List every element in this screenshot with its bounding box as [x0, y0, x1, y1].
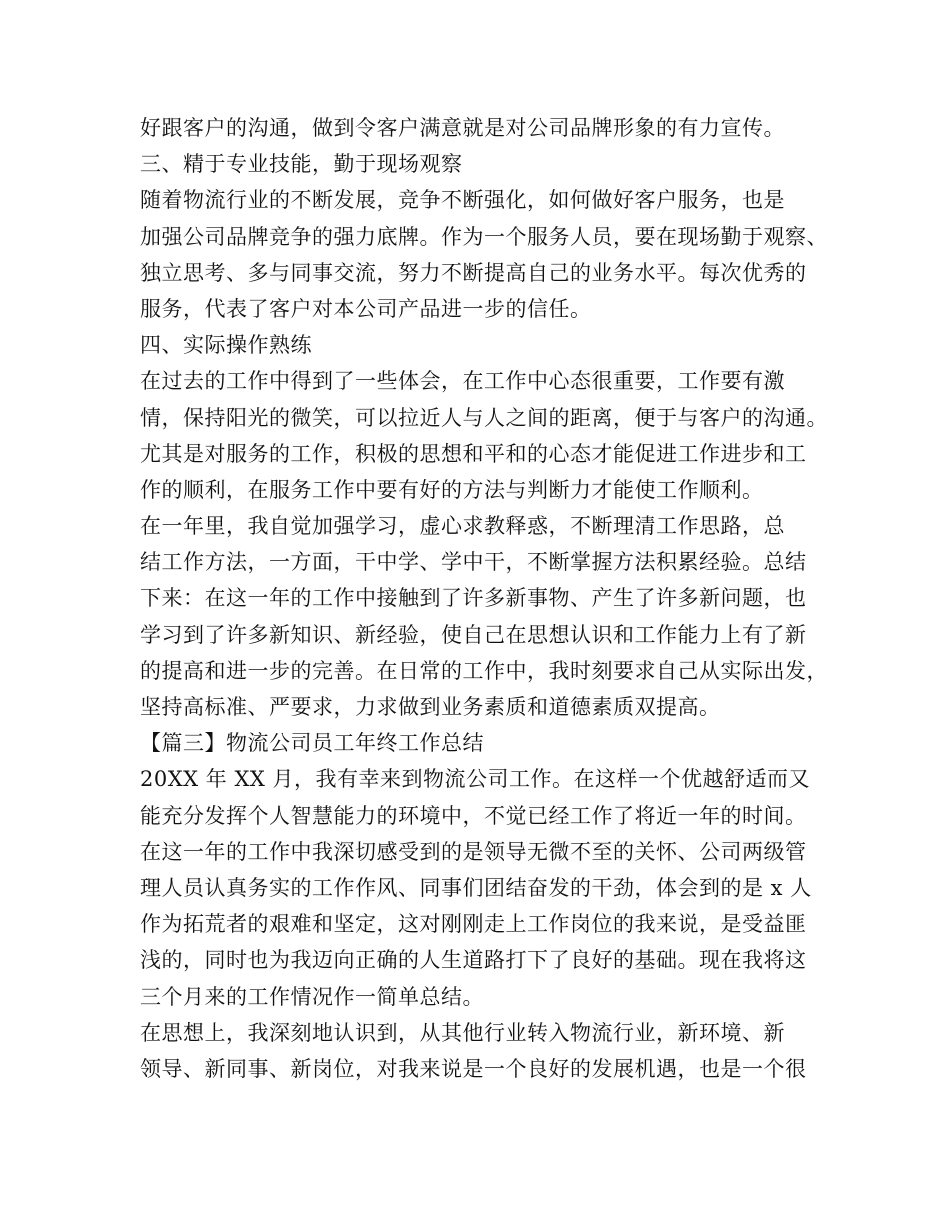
text-line: 能充分发挥个人智慧能力的环境中，不觉已经工作了将近一年的时间。	[140, 803, 807, 828]
text-line: 随着物流行业的不断发展，竞争不断强化，如何做好客户服务，也是	[140, 188, 785, 213]
text-line: 学习到了许多新知识、新经验，使自己在思想认识和工作能力上有了新	[140, 622, 807, 647]
text-line: 作的顺利，在服务工作中要有好的方法与判断力才能使工作顺利。	[140, 477, 764, 502]
text-line: 尤其是对服务的工作，积极的思想和平和的心态才能促进工作进步和工	[140, 441, 807, 466]
text-line: 作为拓荒者的艰难和坚定，这对刚刚走上工作岗位的我来说，是受益匪	[140, 912, 807, 937]
text-line: 20XX 年 XX 月，我有幸来到物流公司工作。在这样一个优越舒适而又	[140, 767, 811, 792]
text-line: 独立思考、多与同事交流，努力不断提高自己的业务水平。每次优秀的	[140, 260, 807, 285]
text-line: 在思想上，我深刻地认识到，从其他行业转入物流行业，新环境、新	[140, 1020, 785, 1045]
document-body	[140, 110, 830, 1087]
text-line: 浅的，同时也为我迈向正确的人生道路打下了良好的基础。现在我将这	[140, 948, 807, 973]
text-line: 坚持高标准、严要求，力求做到业务素质和道德素质双提高。	[140, 695, 721, 719]
text-line: 加强公司品牌竞争的强力底牌。作为一个服务人员，要在现场勤于观察、	[140, 224, 828, 249]
section-heading: 三、精于专业技能，勤于现场观察	[140, 152, 463, 177]
text-line: 在过去的工作中得到了一些体会，在工作中心态很重要，工作要有激	[140, 369, 785, 394]
text-line: 好跟客户的沟通，做到令客户满意就是对公司品牌形象的有力宣传。	[140, 116, 785, 140]
text-line: 下来：在这一年的工作中接触到了许多新事物、产生了许多新问题，也	[140, 586, 807, 611]
text-line: 情，保持阳光的微笑，可以拉近人与人之间的距离，便于与客户的沟通。	[140, 405, 828, 430]
text-line: 在一年里，我自觉加强学习，虚心求教释惑，不断理清工作思路，总	[140, 514, 785, 539]
text-line: 的提高和进一步的完善。在日常的工作中，我时刻要求自己从实际出发，	[140, 658, 828, 683]
article-title: 【篇三】物流公司员工年终工作总结	[140, 731, 484, 756]
text-line: 领导、新同事、新岗位，对我来说是一个良好的发展机遇，也是一个很	[140, 1056, 807, 1081]
text-line: 在这一年的工作中我深切感受到的是领导无微不至的关怀、公司两级管	[140, 839, 807, 864]
text-line: 理人员认真务实的工作作风、同事们团结奋发的干劲，体会到的是 x 人	[140, 875, 812, 900]
text-line: 结工作方法，一方面，干中学、学中干，不断掌握方法积累经验。总结	[140, 550, 807, 575]
text-line: 三个月来的工作情况作一简单总结。	[140, 984, 484, 1009]
section-heading: 四、实际操作熟练	[140, 333, 312, 358]
text-line: 服务，代表了客户对本公司产品进一步的信任。	[140, 296, 592, 321]
